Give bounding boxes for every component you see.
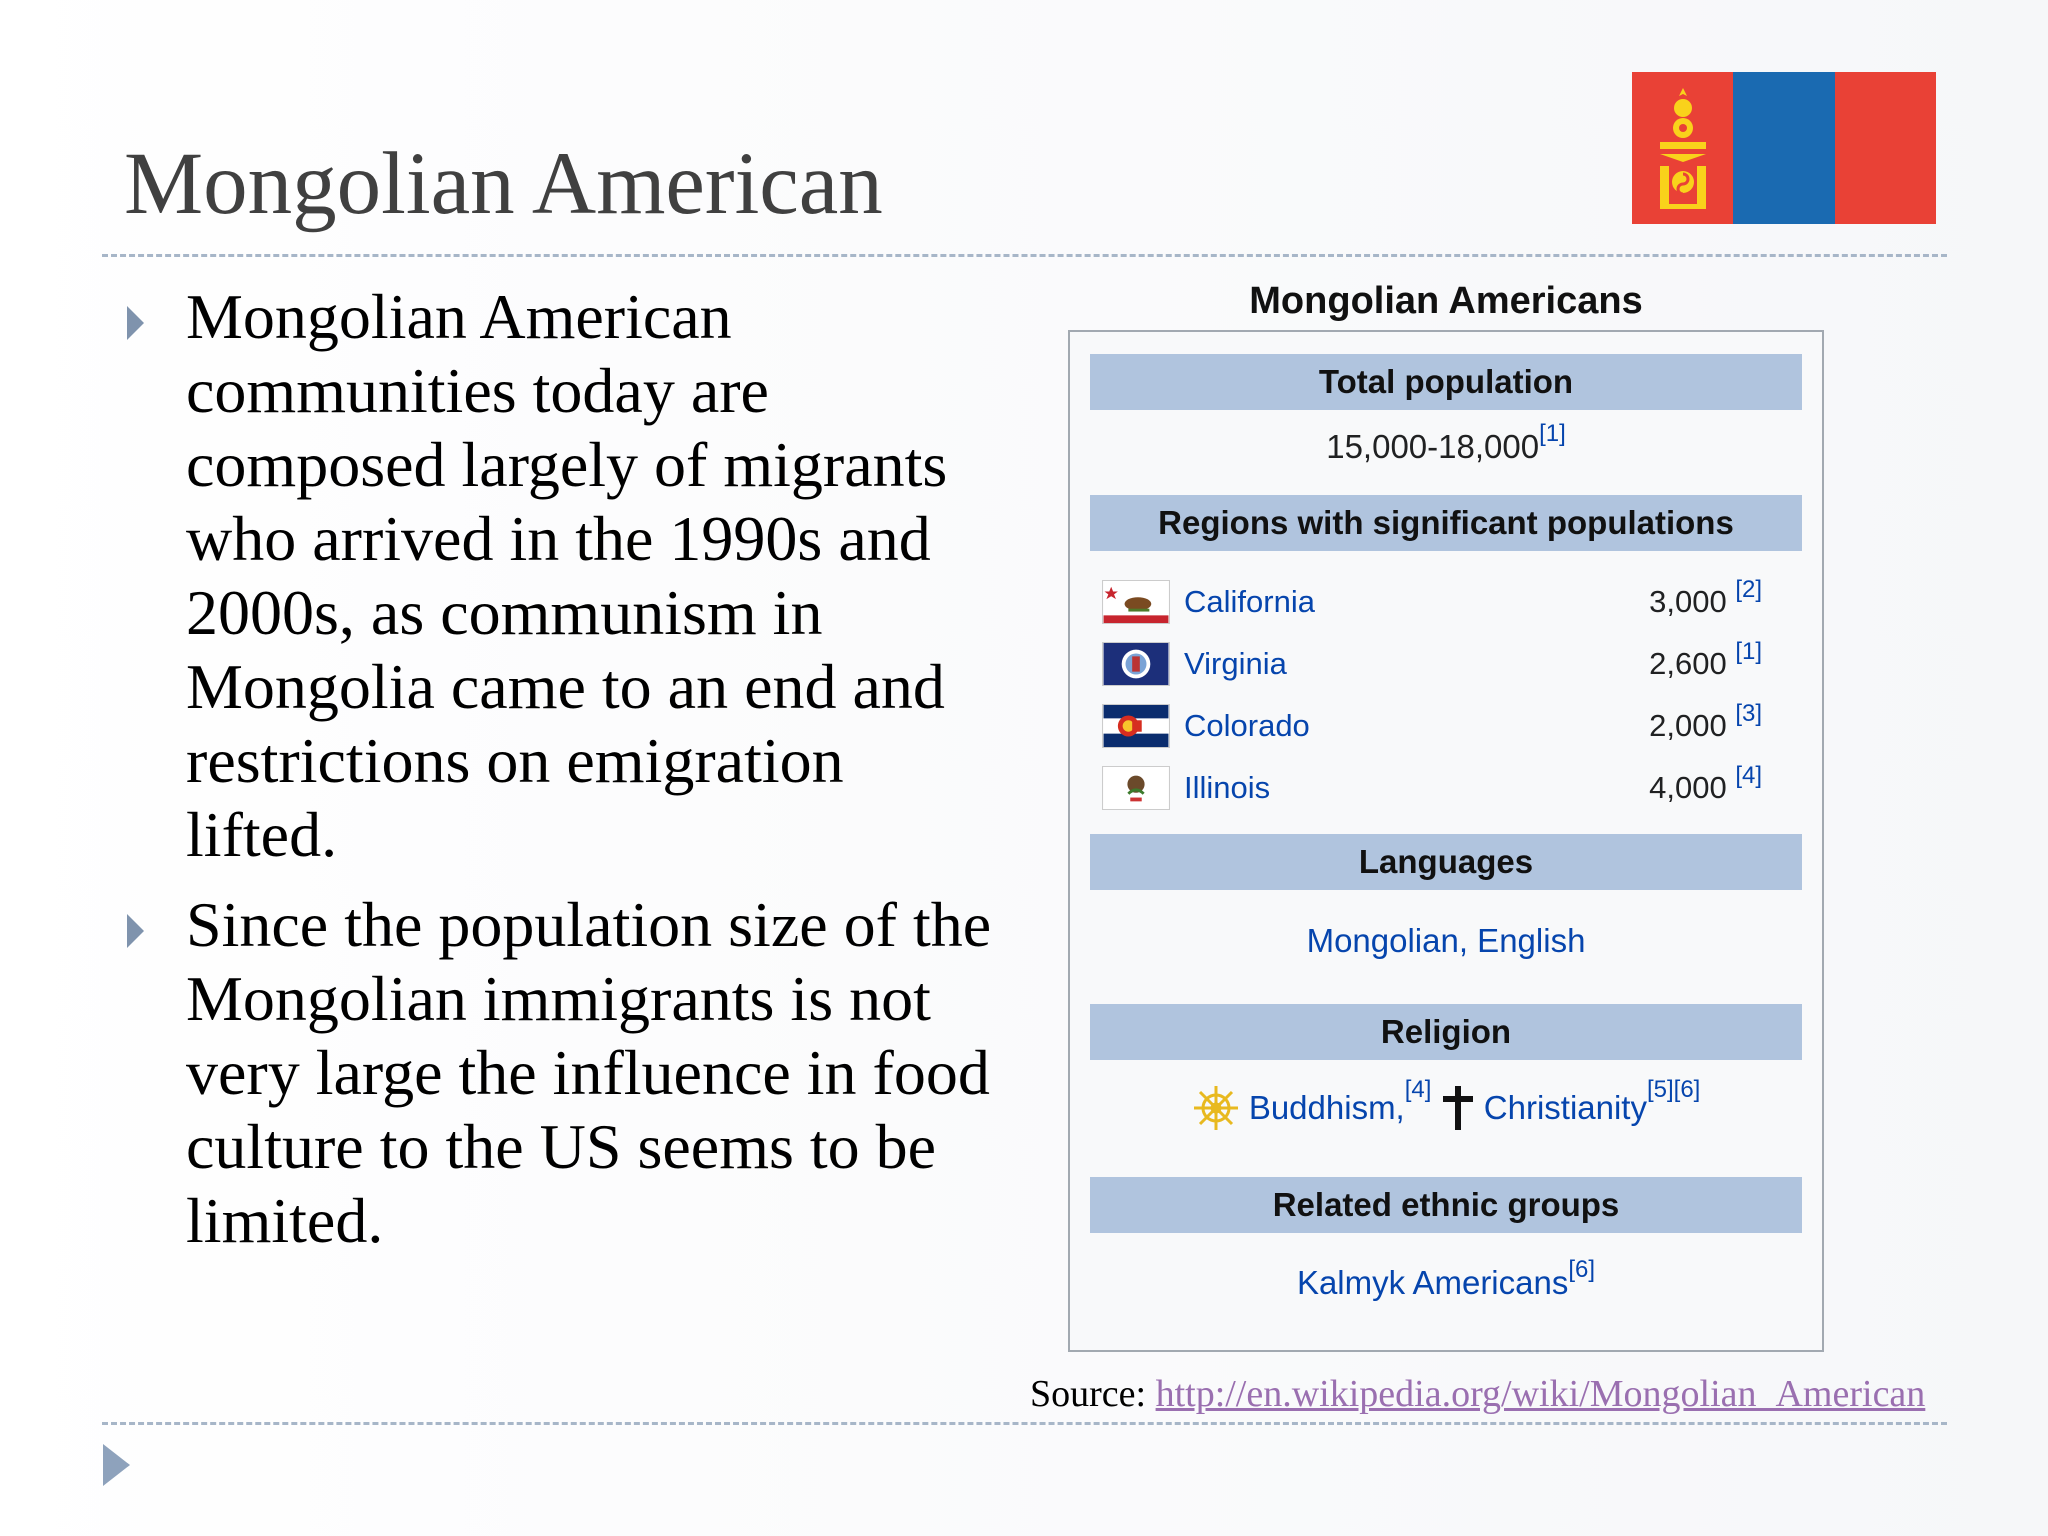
buddhism-link[interactable]: Buddhism,	[1248, 1089, 1405, 1126]
bullet-list	[124, 280, 1004, 1274]
citation-link[interactable]: [1]	[1735, 638, 1762, 665]
citation-link[interactable]: [3]	[1735, 700, 1762, 727]
region-row-california	[1102, 576, 1762, 630]
citation-link[interactable]: [6]	[1568, 1256, 1596, 1283]
related-groups-header: Related ethnic groups	[1090, 1177, 1802, 1233]
source-line	[1030, 1372, 1925, 1416]
mongolia-flag	[1632, 72, 1936, 224]
virginia-flag	[1102, 642, 1170, 686]
bullet-item	[124, 280, 1004, 872]
region-row-colorado	[1102, 700, 1762, 754]
region-link[interactable]: Illinois	[1184, 770, 1271, 805]
infobox	[1068, 330, 1824, 1352]
soyombo-symbol	[1652, 86, 1714, 210]
latin-cross-icon	[1441, 1084, 1475, 1132]
dharma-wheel-icon	[1192, 1084, 1240, 1132]
bullet-text: Since the population size of the Mongolian immigrants is not very large the influence in food culture to the US seems to be limited.	[186, 889, 992, 1256]
citation-link[interactable]: [4]	[1404, 1076, 1432, 1103]
regions-header: Regions with significant populations	[1090, 495, 1802, 551]
kalmyk-americans-link[interactable]: Kalmyk Americans	[1296, 1264, 1569, 1301]
california-flag	[1102, 580, 1170, 624]
christianity-link[interactable]: Christianity	[1483, 1089, 1647, 1126]
region-value: 2,000 [3]	[1649, 700, 1762, 743]
citation-link[interactable]: [2]	[1735, 576, 1762, 603]
region-row-illinois	[1102, 762, 1762, 816]
illinois-flag	[1102, 766, 1170, 810]
citation-link[interactable]: [5][6]	[1646, 1076, 1701, 1103]
citation-link[interactable]: [1]	[1539, 420, 1566, 447]
bullet-arrow-icon	[127, 306, 144, 340]
title-divider	[102, 254, 1947, 257]
region-value: 4,000 [4]	[1649, 762, 1762, 805]
infobox-caption: Mongolian Americans	[1249, 280, 1643, 322]
religion-value	[1090, 1076, 1802, 1132]
region-row-virginia	[1102, 638, 1762, 692]
colorado-flag	[1102, 704, 1170, 748]
total-population-header: Total population	[1090, 354, 1802, 410]
footer-divider	[102, 1422, 1947, 1425]
bullet-text: Mongolian American communities today are composed largely of migrants who arrived in the 1990s and 2000s, as communism in Mongolia came to an end and restrictions on emigration lifted.	[186, 281, 948, 870]
source-label: Source:	[1030, 1373, 1147, 1415]
languages-link[interactable]: Mongolian, English	[1306, 922, 1586, 959]
region-link[interactable]: California	[1184, 584, 1315, 619]
religion-header: Religion	[1090, 1004, 1802, 1060]
total-population-value	[1090, 420, 1802, 466]
total-population-number: 15,000-18,000	[1326, 428, 1540, 465]
bullet-item	[124, 888, 1004, 1258]
citation-link[interactable]: [4]	[1735, 762, 1762, 789]
source-url-link[interactable]: http://en.wikipedia.org/wiki/Mongolian_American	[1155, 1373, 1926, 1415]
region-link[interactable]: Colorado	[1184, 708, 1310, 743]
region-link[interactable]: Virginia	[1184, 646, 1287, 681]
bullet-arrow-icon	[127, 914, 144, 948]
next-slide-arrow-icon[interactable]	[103, 1444, 130, 1486]
related-groups-value	[1090, 1256, 1802, 1302]
region-value: 2,600 [1]	[1649, 638, 1762, 681]
region-value: 3,000 [2]	[1649, 576, 1762, 619]
slide-title: Mongolian American	[124, 135, 883, 233]
languages-header: Languages	[1090, 834, 1802, 890]
